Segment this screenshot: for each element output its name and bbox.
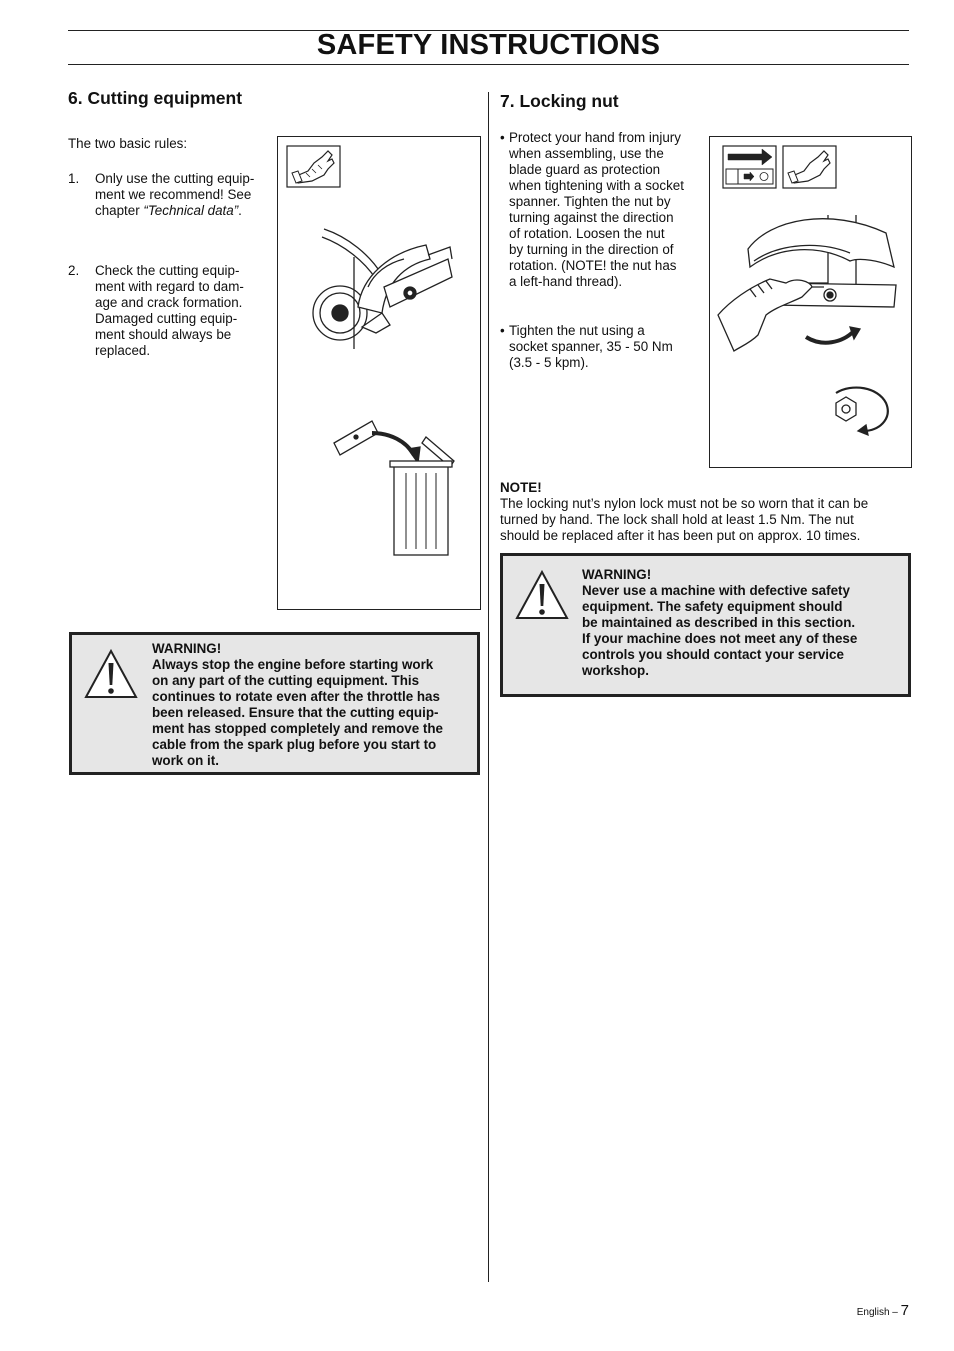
bullet-line: Tighten the nut using a [509,323,645,338]
bullet-line: spanner. Tighten the nut by [509,194,671,209]
rule-line: Only use the cutting equip- [95,171,255,186]
warning-line: controls you should contact your service [582,647,844,662]
cutting-equipment-illustration [278,137,480,609]
warning-line: workshop. [582,663,649,678]
rule-line: ment should always be [95,327,232,342]
locking-nut-illustration [710,137,911,467]
rule-text: . [238,203,242,218]
waste-bin-illustration [334,421,454,555]
note-line: The locking nut’s nylon lock must not be so worn that it can be [500,496,869,511]
cutting-equipment-figure [277,136,481,610]
bullet-dot: • [500,130,505,145]
bullet-line: blade guard as protection [509,162,661,177]
rule-line [95,203,242,219]
warning-line: be maintained as described in this section. [582,615,856,630]
bullet-line: (3.5 - 5 kpm). [509,355,589,370]
warning-label: WARNING! [582,567,652,582]
header-rule-bottom [68,64,909,65]
note-line: turned by hand. The lock shall hold at least 1.5 Nm. The nut [500,512,854,527]
warning-line: work on it. [152,753,219,768]
rule-text: chapter [95,203,144,218]
footer-language: English – [856,1307,898,1318]
protective-glove-icon [783,146,836,188]
bullet-line: turning against the direction [509,210,674,225]
warning-triangle-icon [84,645,144,705]
warning-label: WARNING! [152,641,222,656]
rule-line: age and crack formation. [95,295,243,310]
bullet-line: rotation. (NOTE! the nut has [509,258,677,273]
bullet-line: when assembling, use the [509,146,664,161]
warning-line: been released. Ensure that the cutting equip- [152,705,439,720]
warning-line: cable from the spark plug before you start to [152,737,437,752]
section-heading-cutting-equipment: 6. Cutting equipment [68,88,243,108]
rule-reference: “Technical data” [143,203,239,218]
warning-line: ment has stopped completely and remove the [152,721,443,736]
warning-line: equipment. The safety equipment should [582,599,843,614]
rule-line: ment with regard to dam- [95,279,244,294]
warning-line: continues to rotate even after the throttle has [152,689,440,704]
warning-line: Always stop the engine before starting work [152,657,434,672]
warning-line: If your machine does not meet any of these [582,631,858,646]
nut-tightening-illustration [718,215,896,435]
page-footer [857,1302,909,1319]
note-label: NOTE! [500,480,542,495]
protective-glove-icon [287,146,340,187]
bullet-line: when tightening with a socket [509,178,684,193]
rule-line: Check the cutting equip- [95,263,240,278]
page-title: SAFETY INSTRUCTIONS [316,29,661,61]
rule-line: replaced. [95,343,151,358]
bullet-line: Protect your hand from injury [509,130,681,145]
rule-number: 2. [68,263,80,278]
locking-nut-figure [709,136,912,468]
warning-line: on any part of the cutting equipment. This [152,673,420,688]
section-heading-locking-nut: 7. Locking nut [500,91,619,111]
bullet-line: of rotation. Loosen the nut [509,226,665,241]
bullet-line: socket spanner, 35 - 50 Nm [509,339,673,354]
column-divider [488,92,489,1282]
bullet-dot: • [500,323,505,338]
bullet-line: by turning in the direction of [509,242,674,257]
bullet-line: a left-hand thread). [509,274,623,289]
warning-box-stop-engine [69,632,480,775]
warning-triangle-icon [515,566,575,626]
note-line: should be replaced after it has been put on approx. 10 times. [500,528,861,543]
page-number: 7 [900,1302,909,1319]
direction-arrow-icon [723,146,776,188]
intro-text: The two basic rules: [68,136,188,151]
rule-number: 1. [68,171,80,186]
warning-line: Never use a machine with defective safety [582,583,850,598]
rule-line: Damaged cutting equip- [95,311,238,326]
rule-line: ment we recommend! See [95,187,252,202]
blade-guard-illustration [313,229,452,349]
warning-box-defective-safety-equipment [500,553,911,697]
